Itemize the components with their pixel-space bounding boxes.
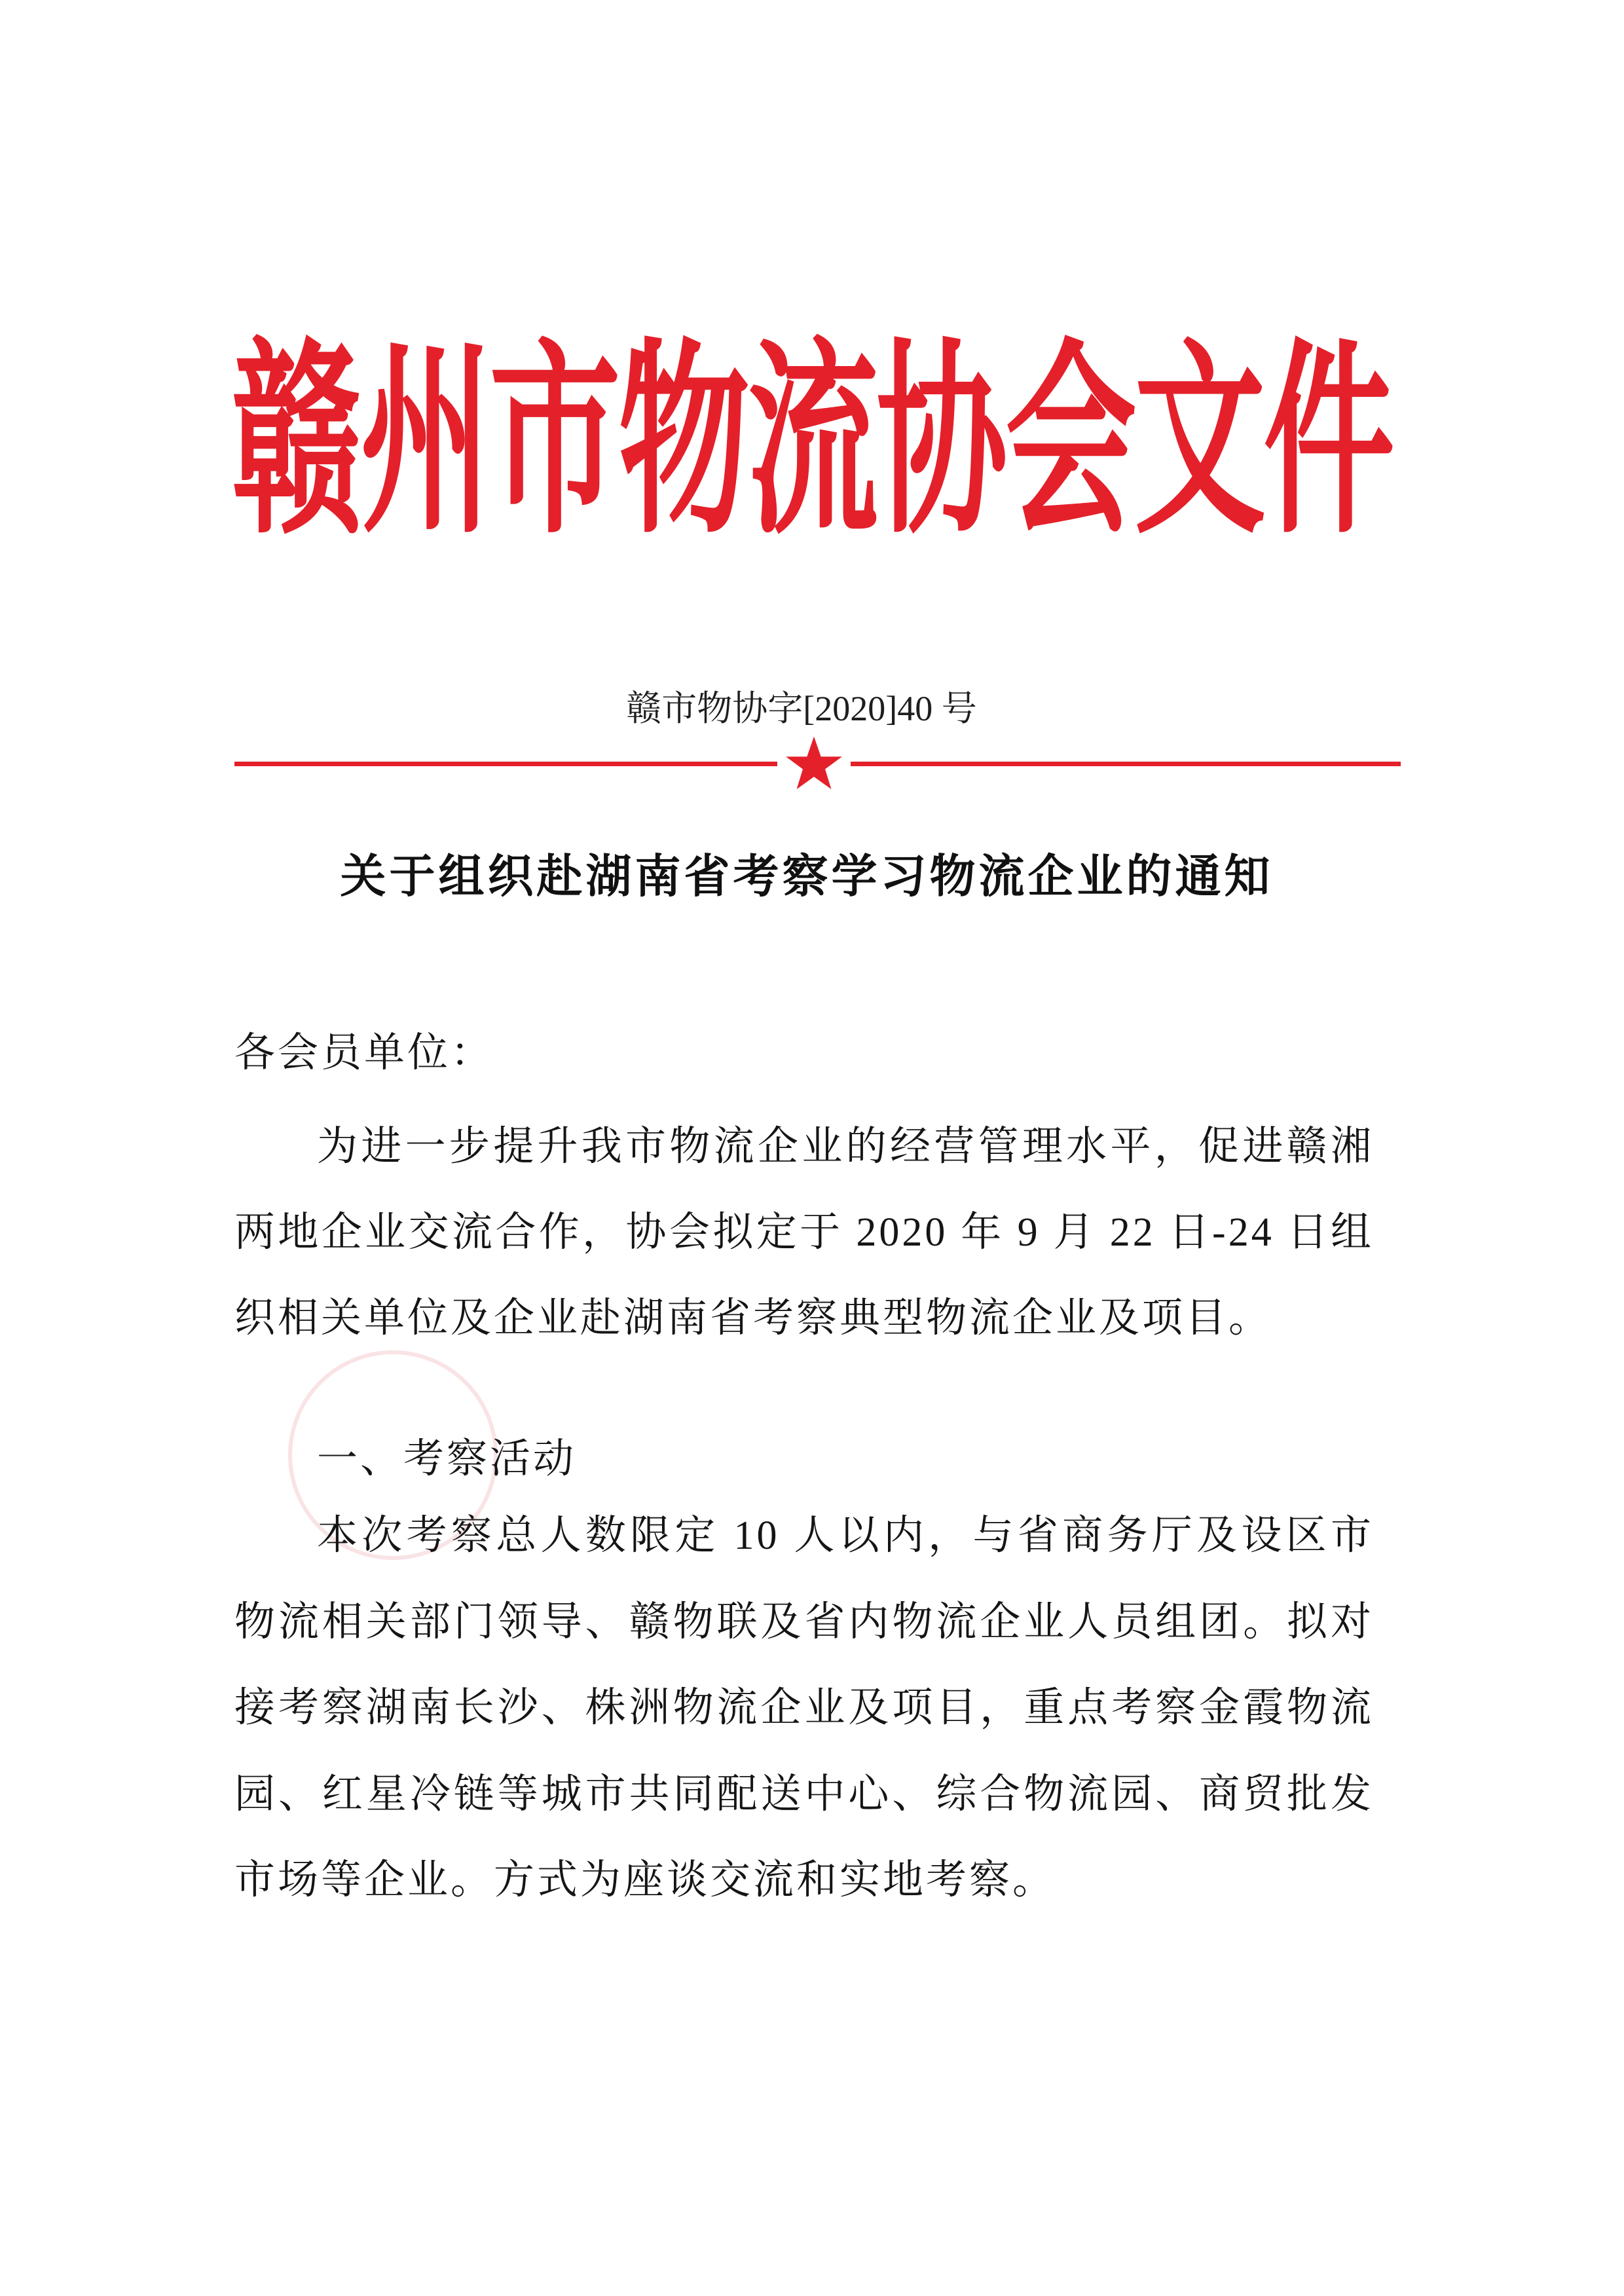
paragraph-line: 园、红星冷链等城市共同配送中心、综合物流园、商贸批发 xyxy=(234,1771,1374,1817)
paragraph-line: 两地企业交流合作，协会拟定于 2020 年 9 月 22 日-24 日组 xyxy=(234,1210,1374,1255)
paragraph-line: 为进一步提升我市物流企业的经营管理水平，促进赣湘 xyxy=(317,1124,1374,1169)
red-rule-left xyxy=(234,762,777,766)
intro-paragraph xyxy=(234,1104,1374,1361)
paragraph-line: 市场等企业。方式为座谈交流和实地考察。 xyxy=(234,1858,1056,1902)
paragraph-line: 物流相关部门领导、赣物联及省内物流企业人员组团。拟对 xyxy=(234,1599,1374,1644)
paragraph-line: 本次考察总人数限定 10 人以内，与省商务厅及设区市 xyxy=(317,1513,1374,1558)
paragraph-line: 织相关单位及企业赴湖南省考察典型物流企业及项目。 xyxy=(234,1296,1272,1341)
document-number: 赣市物协字[2020]40 号 xyxy=(626,689,977,728)
red-rule-right xyxy=(851,762,1401,766)
star-icon xyxy=(784,734,843,793)
salutation: 各会员单位： xyxy=(234,1031,494,1075)
section-paragraph xyxy=(234,1493,1374,1924)
paragraph-line: 接考察湖南长沙、株洲物流企业及项目，重点考察金霞物流 xyxy=(234,1686,1374,1730)
notice-title: 关于组织赴湖南省考察学习物流企业的通知 xyxy=(340,852,1274,902)
section-heading: 一、考察活动 xyxy=(317,1437,577,1481)
letterhead-title: 赣州市物流协会文件 xyxy=(231,319,1393,563)
